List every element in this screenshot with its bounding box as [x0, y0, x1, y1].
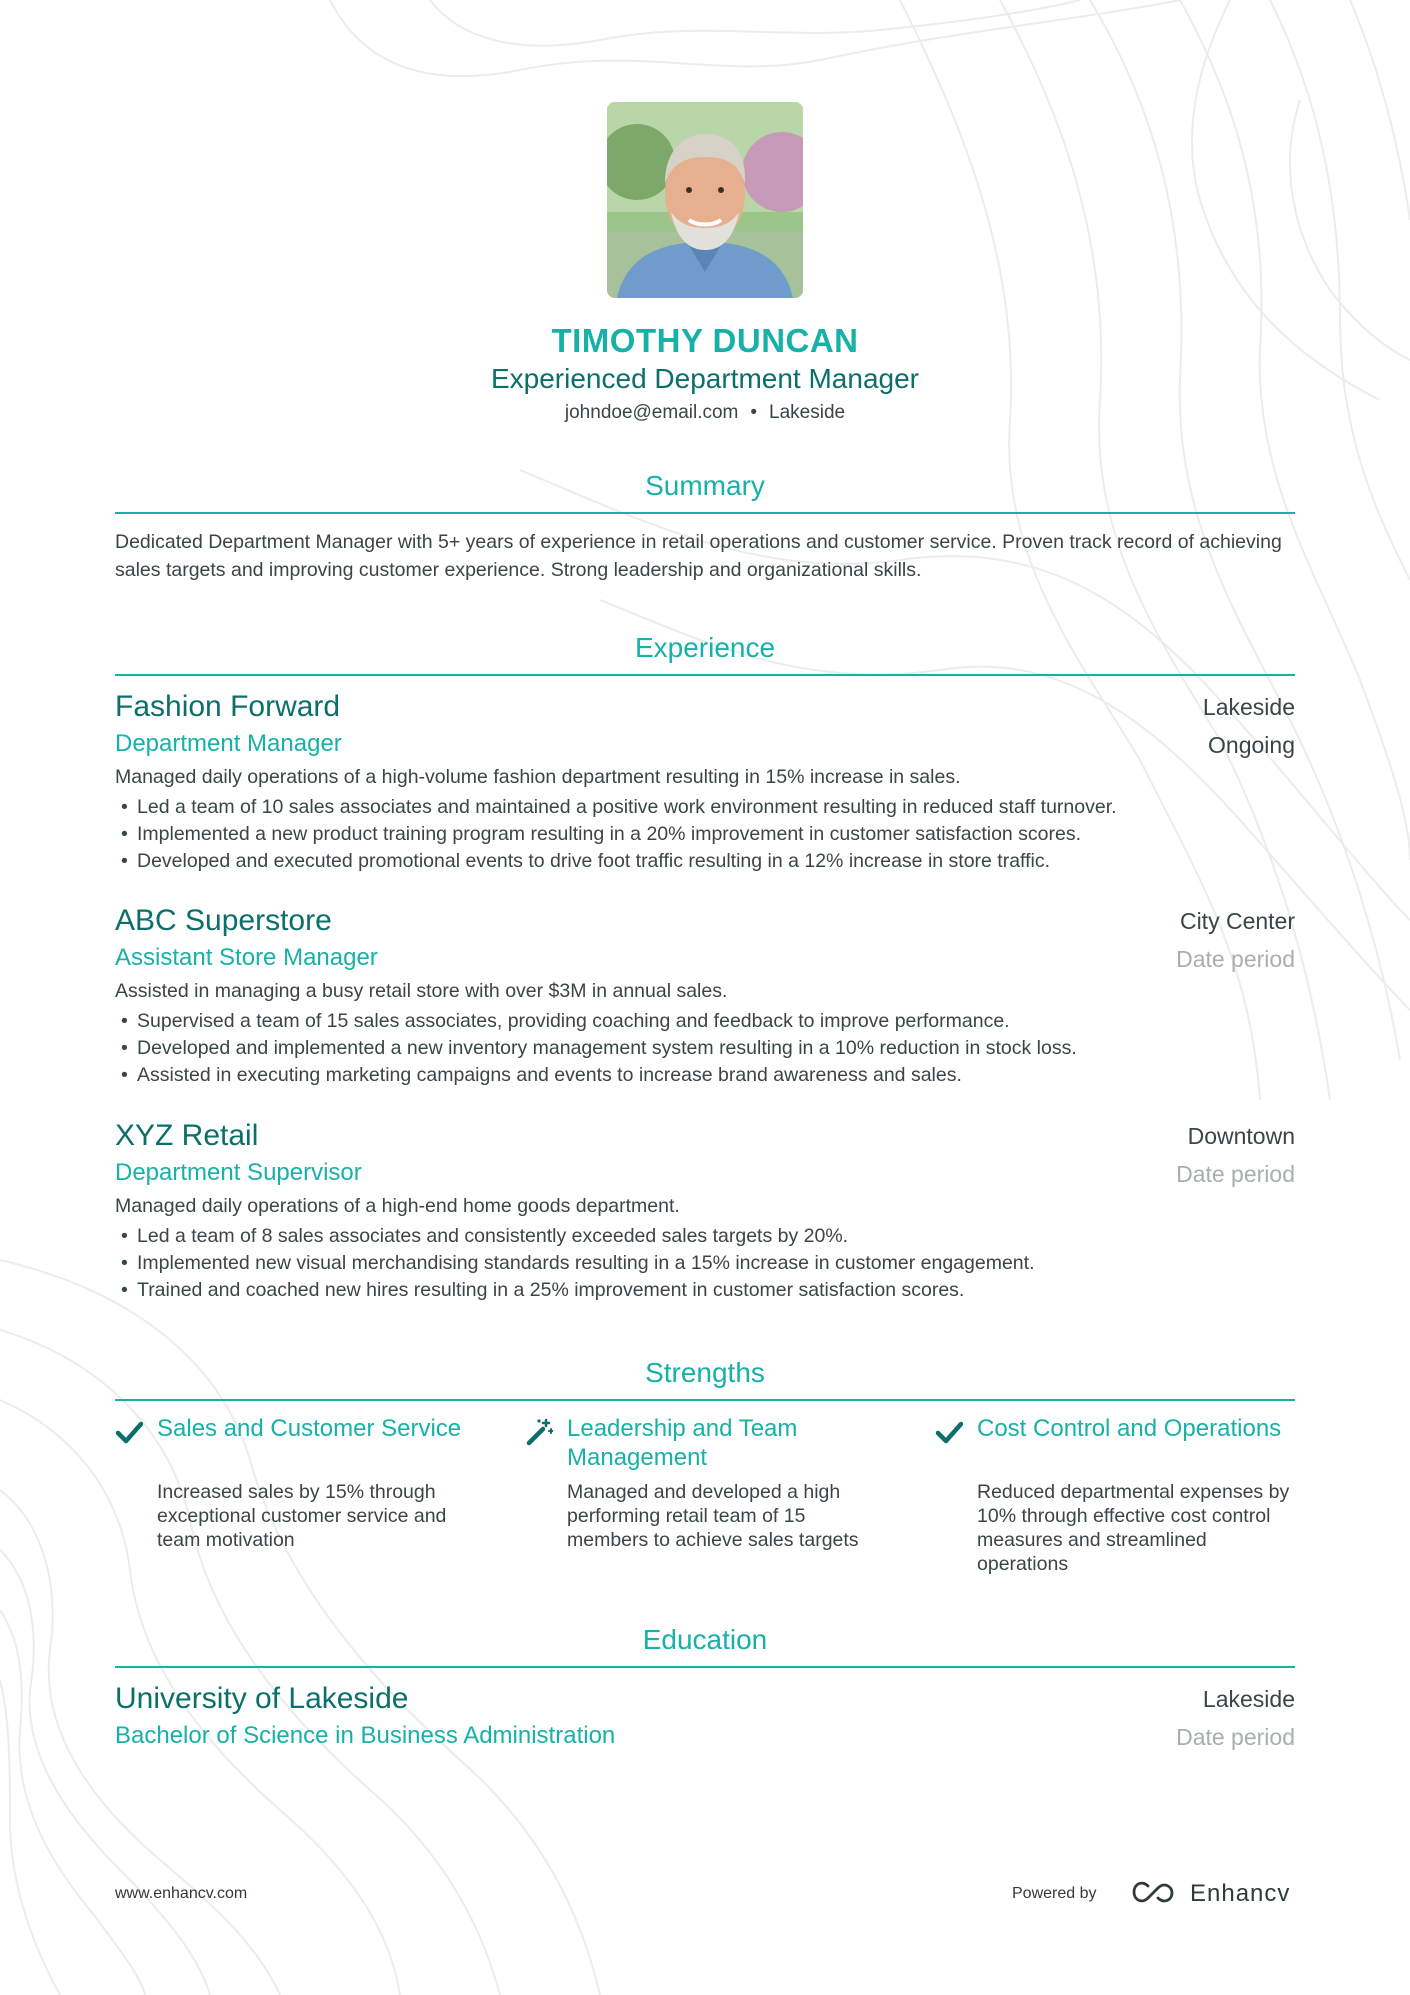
strength-title: Cost Control and Operations	[977, 1415, 1282, 1442]
website-link[interactable]: www.enhancv.com	[115, 1885, 248, 1902]
strength-title: Sales and Customer Service	[157, 1415, 462, 1442]
bullet-item: • Implemented a new product training program resulting in a 20% improvement in customer satisfaction scores.	[121, 821, 1295, 848]
bullet-item: • Trained and coached new hires resulting in a 25% improvement in customer satisfaction scores.	[121, 1277, 1295, 1304]
degree-name: Bachelor of Science in Business Administration	[115, 1722, 616, 1749]
job-location: Downtown	[1187, 1123, 1295, 1149]
job-role: Assistant Store Manager	[115, 944, 378, 971]
checkmark-icon	[935, 1418, 963, 1446]
job-bullets	[121, 1008, 1295, 1089]
strength-item	[935, 1414, 1295, 1584]
strength-description: Managed and developed a high performing retail team of 15 members to achieve sales targets	[567, 1481, 859, 1551]
enhancv-logo-icon	[1132, 1878, 1174, 1908]
bullet-item: • Supervised a team of 15 sales associates, providing coaching and feedback to improve performance.	[121, 1008, 1295, 1035]
contact-line	[0, 402, 1410, 424]
company-name: XYZ Retail	[115, 1119, 259, 1152]
job-location: City Center	[1179, 908, 1295, 934]
education-divider	[115, 1666, 1295, 1668]
experience-divider	[115, 674, 1295, 676]
powered-by-text: Powered by	[1012, 1885, 1097, 1902]
summary-divider	[115, 512, 1295, 514]
bullet-item: • Developed and implemented a new inventory management system resulting in a 10% reduction in stock loss.	[121, 1035, 1295, 1062]
job-date: Date period	[1176, 1161, 1295, 1187]
summary-title: Summary	[645, 470, 765, 501]
strength-description: Increased sales by 15% through exceptional customer service and team motivation	[157, 1481, 447, 1551]
bullet-item: • Developed and executed promotional events to drive foot traffic resulting in a 12% increase in store traffic.	[121, 848, 1295, 875]
strength-item	[525, 1414, 885, 1574]
education-entry	[115, 1682, 1295, 1762]
candidate-name: TIMOTHY DUNCAN	[551, 322, 859, 359]
experience-entry	[115, 1119, 1295, 1319]
location-text: Lakeside	[769, 402, 846, 423]
strengths-divider	[115, 1399, 1295, 1401]
job-description: Managed daily operations of a high-end home goods department.	[115, 1195, 680, 1217]
experience-entry	[115, 690, 1295, 890]
experience-entry	[115, 904, 1295, 1104]
brand-name: Enhancv	[1190, 1880, 1291, 1907]
job-date: Date period	[1176, 946, 1295, 972]
education-title: Education	[642, 1624, 768, 1655]
bullet-item: • Led a team of 10 sales associates and maintained a positive work environment resulting in reduced staff turnover.	[121, 794, 1295, 821]
job-role: Department Manager	[115, 730, 342, 757]
job-location: Lakeside	[1202, 694, 1295, 720]
magic-wand-icon	[525, 1418, 553, 1446]
job-description: Managed daily operations of a high-volume fashion department resulting in 15% increase in sales.	[115, 766, 961, 788]
strength-description: Reduced departmental expenses by 10% through effective cost control measures and streamlined operations	[977, 1481, 1290, 1575]
separator-dot: •	[750, 402, 758, 423]
education-date: Date period	[1176, 1724, 1295, 1750]
experience-title: Experience	[634, 632, 776, 663]
school-location: Lakeside	[1202, 1686, 1295, 1712]
bullet-item: • Assisted in executing marketing campaigns and events to increase brand awareness and sales.	[121, 1062, 1295, 1089]
school-name: University of Lakeside	[115, 1682, 409, 1715]
bullet-item: • Implemented new visual merchandising standards resulting in a 15% increase in customer engagement.	[121, 1250, 1295, 1277]
summary-text: Dedicated Department Manager with 5+ years of experience in retail operations and customer service. Proven track record of achieving sales targets and improving customer experience. Strong leadership and organizational skills.	[115, 531, 1282, 581]
portrait-image	[607, 102, 803, 298]
job-bullets	[121, 1223, 1295, 1304]
strengths-title: Strengths	[645, 1357, 765, 1388]
company-name: ABC Superstore	[115, 904, 332, 937]
strength-title: Leadership and Team Management	[567, 1415, 798, 1471]
job-description: Assisted in managing a busy retail store with over $3M in annual sales.	[115, 980, 728, 1002]
company-name: Fashion Forward	[115, 690, 341, 723]
profile-photo	[607, 102, 803, 298]
job-role: Department Supervisor	[115, 1159, 362, 1186]
bullet-item: • Led a team of 8 sales associates and consistently exceeded sales targets by 20%.	[121, 1223, 1295, 1250]
email-text[interactable]: johndoe@email.com	[564, 402, 739, 423]
job-date: Ongoing	[1208, 732, 1295, 758]
job-bullets	[121, 794, 1295, 875]
checkmark-icon	[115, 1418, 143, 1446]
candidate-headline: Experienced Department Manager	[490, 363, 919, 394]
strength-item	[115, 1414, 475, 1574]
